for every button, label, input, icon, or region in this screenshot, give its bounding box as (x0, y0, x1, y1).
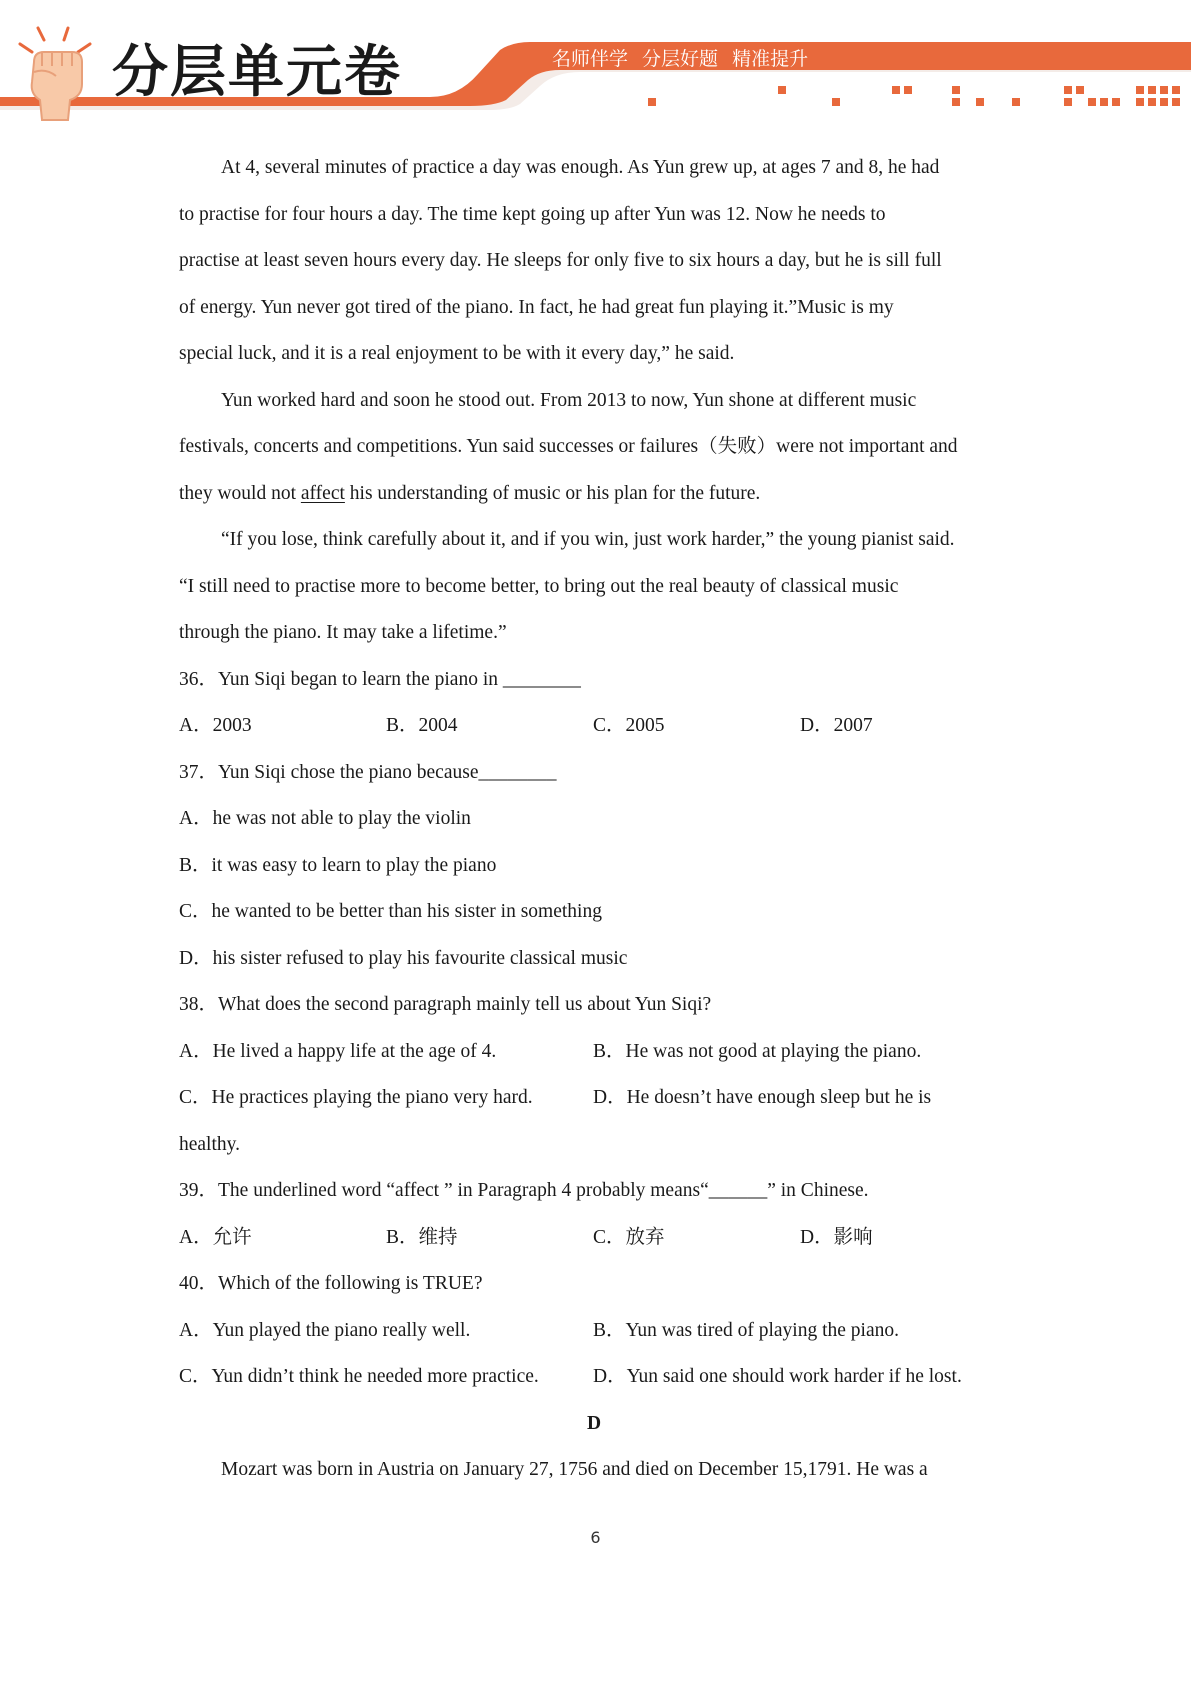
option-b: B．it was easy to learn to play the piano (179, 854, 497, 876)
question-38-stem: 38．What does the second paragraph mainly tell us about Yun Siqi? (179, 994, 712, 1015)
question-36-options (179, 703, 1019, 750)
text-line: through the piano. It may take a lifetime.” (179, 622, 507, 643)
text-line (179, 471, 1019, 518)
question-40-options-row1 (179, 1308, 1019, 1355)
option-d: D．He doesn’t have enough sleep but he is (593, 1087, 932, 1108)
document-body (179, 145, 1019, 1494)
text-line: Mozart was born in Austria on January 27, 1756 and died on December 15,1791. He was a (221, 1459, 928, 1480)
text-line: practise at least seven hours every day. He sleeps for only five to six hours a day, but he is sill full (179, 250, 942, 271)
option-a: A．Yun played the piano really well. (179, 1319, 471, 1341)
option-d: D．2007 (800, 715, 873, 736)
raised-fist-icon (6, 22, 102, 122)
paragraph-2 (179, 378, 1019, 518)
option-b: B．2004 (386, 715, 458, 736)
header-slogan: 名师伴学 分层好题 精准提升 (552, 48, 809, 70)
page-number: 6 (590, 1528, 601, 1547)
text-line: At 4, several minutes of practice a day was enough. As Yun grew up, at ages 7 and 8, he had (221, 157, 940, 178)
question-36-stem: 36．Yun Siqi began to learn the piano in ________ (179, 668, 581, 690)
question-40-options-row2 (179, 1354, 1019, 1401)
question-38-options-row1 (179, 1029, 1019, 1076)
option-d-wrap: healthy. (179, 1133, 241, 1155)
option-c: C．2005 (593, 715, 665, 736)
text-line: of energy. Yun never got tired of the piano. In fact, he had great fun playing it.”Music is my (179, 296, 894, 318)
option-b: B．He was not good at playing the piano. (593, 1040, 922, 1062)
option-b: B．维持 (386, 1226, 458, 1248)
option-c: C．he wanted to be better than his sister in something (179, 901, 602, 922)
text-line: “I still need to practise more to become better, to bring out the real beauty of classical music (179, 575, 899, 597)
question-38-options-row2 (179, 1075, 1019, 1122)
paragraph-1 (179, 145, 1019, 378)
option-c: C．放弃 (593, 1226, 665, 1248)
option-d: D．Yun said one should work harder if he lost. (593, 1366, 962, 1387)
section-heading: D (586, 1412, 602, 1434)
option-a: A．he was not able to play the violin (179, 808, 471, 829)
question-37-stem: 37．Yun Siqi chose the piano because________ (179, 761, 557, 783)
option-b: B．Yun was tired of playing the piano. (593, 1319, 899, 1341)
page-header (0, 0, 1191, 125)
text-line: “If you lose, think carefully about it, and if you win, just work harder,” the young pianist said. (221, 529, 955, 550)
option-d: D．his sister refused to play his favourite classical music (179, 947, 628, 969)
text-line: to practise for four hours a day. The time kept going up after Yun was 12. Now he needs to (179, 203, 886, 225)
text-line: festivals, concerts and competitions. Yun said successes or failures（失败）were not important and (179, 436, 958, 457)
option-a: A．2003 (179, 715, 252, 736)
text-line: Yun worked hard and soon he stood out. From 2013 to now, Yun shone at different music (221, 389, 917, 411)
question-39-stem: 39．The underlined word “affect ” in Paragraph 4 probably means“______” in Chinese. (179, 1180, 869, 1201)
text-fragment: his understanding of music or his plan for the future. (344, 482, 761, 504)
option-d: D．影响 (800, 1226, 873, 1248)
text-line: special luck, and it is a real enjoyment to be with it every day,” he said. (179, 343, 735, 364)
option-a: A．允许 (179, 1226, 252, 1248)
paragraph-3 (179, 517, 1019, 657)
decorative-squares (648, 86, 1180, 106)
option-c: C．He practices playing the piano very hard. (179, 1087, 533, 1108)
option-c: C．Yun didn’t think he needed more practice. (179, 1366, 539, 1387)
text-fragment: they would not (179, 482, 301, 504)
underlined-word: affect (300, 482, 345, 504)
question-40-stem: 40．Which of the following is TRUE? (179, 1273, 483, 1294)
option-a: A．He lived a happy life at the age of 4. (179, 1040, 497, 1062)
question-39-options (179, 1215, 1019, 1262)
brand-title: 分层单元卷 (112, 40, 402, 105)
